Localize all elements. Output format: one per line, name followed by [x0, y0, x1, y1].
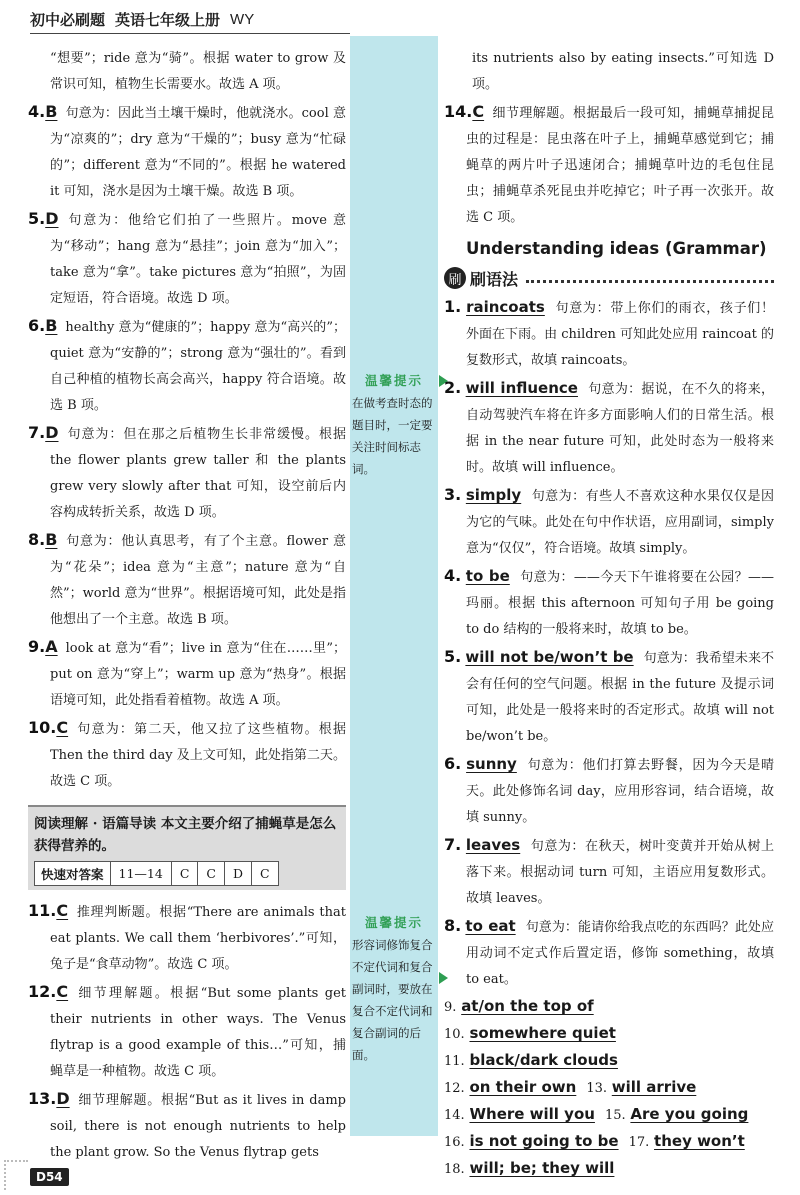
quick-answer-cell: C [171, 862, 198, 886]
grammar-item-8: 8. to eat 句意为：能请你给我点吃的东西吗？此处应用动词不定式作后置定语，修饰 something，故填 to eat。 [444, 916, 774, 987]
grammar-item-14-15: 14. Where will you 15. Are you going [444, 1105, 749, 1123]
edition-label: WY [230, 10, 255, 28]
answer-item-13: 13.D 细节理解题。根据“But as it lives in damp soil, there is not enough nutrients to help the plant grow. So the Venus flytrap gets [28, 1089, 346, 1160]
corner-decoration [4, 1160, 28, 1190]
tip-text: 在做考查时态的题目时，一定要关注时间标志词。 [352, 396, 433, 476]
continued-text: “想要”；ride 意为“骑”。根据 water to grow 及常识可知，植物生长需要水。故选 A 项。 [50, 51, 346, 92]
grammar-item-2: 2. will influence 句意为：据说，在不久的将来，自动驾驶汽车将在许多方面影响人们的日常生活。根据 in the near future 可知，此处时态为一般将来时。故填 will influence。 [444, 378, 774, 475]
quick-answer-cell: D [224, 862, 251, 886]
grammar-item-7: 7. leaves 句意为：在秋天，树叶变黄并开始从树上落下来。根据动词 turn 可知，主语应用复数形式。故填 leaves。 [444, 835, 774, 906]
answer-item-10: 10.C 句意为：第二天，他又拉了这些植物。根据 Then the third day 及上文可知，此处指第二天。故选 C 项。 [28, 718, 346, 789]
tip-title: 温馨提示 [364, 373, 423, 388]
tip-title: 温馨提示 [364, 915, 423, 930]
brush-icon: 刷 [444, 267, 466, 289]
grammar-item-3: 3. simply 句意为：有些人不喜欢这种水果仅仅是因为它的气味。此处在句中作状语，应用副词，simply 意为“仅仅”，符合语境。故填 simply。 [444, 485, 774, 556]
right-column [444, 46, 774, 1183]
grammar-item-12-13: 12. on their own 13. will arrive [444, 1078, 697, 1096]
reading-guide [34, 813, 340, 857]
answer-item-9: 9.A look at 意为“看”；live in 意为“住在……里”；put on 意为“穿上”；warm up 意为“热身”。根据语境可知，此处指看着植物。故选 A 项。 [28, 637, 346, 708]
answer-item-14: 14.C 细节理解题。根据最后一段可知，捕蝇草捕捉昆虫的过程是：昆虫落在叶子上，捕蝇草感觉到它；捕蝇草的两片叶子迅速闭合；捕蝇草叶边的毛包住昆虫；捕蝇草杀死昆虫并吃掉它；叶子再一次张开。故选 C 项。 [444, 102, 774, 225]
grammar-item-5: 5. will not be/won’t be 句意为：我希望未来不会有任何的空气问题。根据 in the future 及提示词可知，此处是一般将来时的否定形式。故填 will not be/won’t be。 [444, 647, 774, 744]
left-column [28, 46, 346, 1167]
header-divider [30, 33, 350, 34]
grammar-item-10: 10. somewhere quiet [444, 1024, 616, 1042]
answer-item-6: 6.B healthy 意为“健康的”；happy 意为“高兴的”；quiet 意为“安静的”；strong 意为“强壮的”。看到自己种植的植物长高会高兴，happy 符合语境。故选 B 项。 [28, 316, 346, 413]
answer-item-12: 12.C 细节理解题。根据“But some plants get their nutrients in other ways. The Venus flytrap is a good example of this…”可知，捕蝇草是一种植物。故选 C 项。 [28, 982, 346, 1079]
section-title: Understanding ideas (Grammar) [466, 239, 767, 258]
tip-box-adjective [352, 912, 436, 1066]
grammar-heading [444, 264, 774, 292]
series-title: 初中必刷题 [30, 10, 106, 29]
dotted-rule [526, 273, 774, 283]
reading-guide-box [28, 805, 346, 890]
grammar-item-16-17: 16. is not going to be 17. they won’t [444, 1132, 745, 1150]
quick-answer-table [34, 861, 279, 886]
tip-text: 形容词修饰复合不定代词和复合副词时，要放在复合不定代词和复合副词的后面。 [352, 938, 433, 1062]
continued-text: its nutrients also by eating insects.”可知选 D 项。 [472, 51, 774, 92]
answer-item-5: 5.D 句意为：他给它们拍了一些照片。move 意为“移动”；hang 意为“悬挂”；join 意为“加入”；take 意为“拿”。take pictures 意为“拍照”，为固定短语，符合语境。故选 D 项。 [28, 209, 346, 306]
grammar-item-1: 1. raincoats 句意为：带上你们的雨衣，孩子们！外面在下雨。由 children 可知此处应用 raincoat 的复数形式，故填 raincoats。 [444, 297, 774, 368]
grammar-item-4: 4. to be 句意为：——今天下午谁将要在公园？——玛丽。根据 this afternoon 可知句子用 be going to do 结构的一般将来时，故填 to be。 [444, 566, 774, 637]
reading-guide-title: 阅读理解 · 语篇导读 [34, 816, 157, 832]
grammar-label: 刷语法 [470, 269, 519, 289]
quick-answer-range: 11—14 [110, 862, 171, 886]
tip-box-tense [352, 370, 436, 480]
answer-item-7: 7.D 句意为：但在那之后植物生长非常缓慢。根据 the flower plants grew taller 和 the plants grew very slowly after that 可知，设空前后内容构成转折关系，故选 D 项。 [28, 423, 346, 520]
page-number: D54 [30, 1168, 69, 1186]
page-header [30, 6, 254, 32]
answer-item-8: 8.B 句意为：他认真思考，有了个主意。flower 意为“花朵”；idea 意为“主意”；nature 意为“自然”；world 意为“世界”。根据语境可知，此处是指他想出了一个主意。故选 B 项。 [28, 530, 346, 627]
grammar-item-9: 9. at/on the top of [444, 997, 594, 1015]
grammar-item-11: 11. black/dark clouds [444, 1051, 618, 1069]
reading-guide-summary: 本文主要介绍了捕蝇草是怎么获得营养的。 [34, 816, 337, 854]
grammar-item-18: 18. will; be; they will [444, 1159, 615, 1177]
quick-answer-cell: C [252, 862, 279, 886]
quick-answer-cell: C [198, 862, 225, 886]
answer-item-11: 11.C 推理判断题。根据“There are animals that eat plants. We call them ‘herbivores’.”可知，兔子是“食草动物”。故选 C 项。 [28, 901, 346, 972]
answer-item-4: 4.B 句意为：因此当土壤干燥时，他就浇水。cool 意为“凉爽的”；dry 意为“干燥的”；busy 意为“忙碌的”；different 意为“不同的”。根据 he watered it 可知，浇水是因为土壤干燥。故选 B 项。 [28, 102, 346, 199]
quick-answer-label: 快速对答案 [35, 862, 111, 886]
book-title: 英语七年级上册 [115, 10, 221, 29]
grammar-item-6: 6. sunny 句意为：他们打算去野餐，因为今天是晴天。此处修饰名词 day，应用形容词，结合语境，故填 sunny。 [444, 754, 774, 825]
